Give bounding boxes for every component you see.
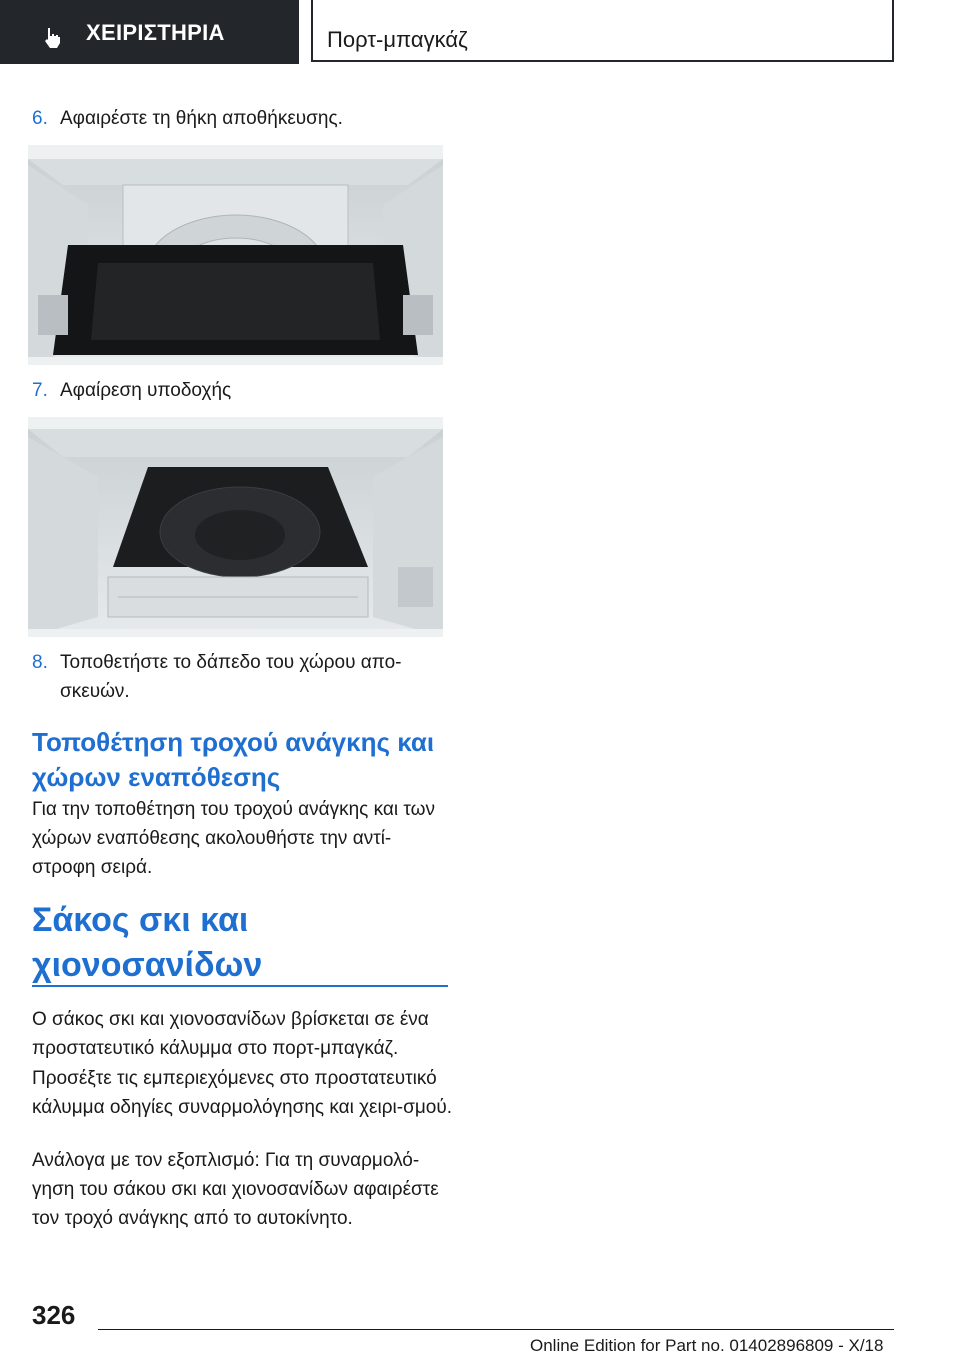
touch-hand-icon <box>40 26 64 50</box>
step-number: 6. <box>32 108 48 129</box>
step-number: 8. <box>32 652 48 673</box>
section-heading-spare-wheel: Τοποθέτηση τροχού ανάγκης και χώρων εναπόθεσης <box>32 727 435 792</box>
step-text: Αφαίρεση υποδοχής <box>60 380 232 401</box>
header-chapter-title: Πορτ-μπαγκάζ <box>327 27 468 52</box>
section-paragraph: Προσέξτε τις εμπεριεχόμενες στο προστατευτικό κάλυμμα οδηγίες συναρμολόγησης και χειρι-σμού. <box>32 1068 453 1118</box>
header-section-title: ΧΕΙΡΙΣΤΗΡΙΑ <box>86 20 225 45</box>
section-heading-ski-bag: Σάκος σκι και χιονοσανίδων <box>32 901 263 984</box>
page-number: 326 <box>32 1300 76 1330</box>
trunk-holder-illustration <box>28 417 443 637</box>
section-paragraph: Για την τοποθέτηση του τροχού ανάγκης και των χώρων εναπόθεσης ακολουθήστε την αντί-στροφη σειρά. <box>32 799 435 878</box>
header-chapter-box <box>311 0 894 62</box>
step-text: Τοποθετήστε το δάπεδο του χώρου απο-σκευών. <box>60 652 402 702</box>
section-paragraph: Ο σάκος σκι και χιονοσανίδων βρίσκεται σε ένα προστατευτικό κάλυμμα στο πορτ-μπαγκάζ. <box>32 1009 429 1059</box>
section-paragraph: Ανάλογα με τον εξοπλισμό: Για τη συναρμολό-γηση του σάκου σκι και χιονοσανίδων αφαιρέστε τον τροχό ανάγκης από το αυτοκίνητο. <box>32 1150 439 1229</box>
footer-edition: Online Edition for Part no. 01402896809 - X/18 <box>530 1336 884 1355</box>
trunk-storage-tray-illustration <box>28 145 443 365</box>
step-number: 7. <box>32 380 48 401</box>
header-section-tab <box>0 0 299 64</box>
step-text: Αφαιρέστε τη θήκη αποθήκευσης. <box>60 108 343 129</box>
heading-divider <box>32 985 448 987</box>
footer-divider <box>98 1329 894 1330</box>
